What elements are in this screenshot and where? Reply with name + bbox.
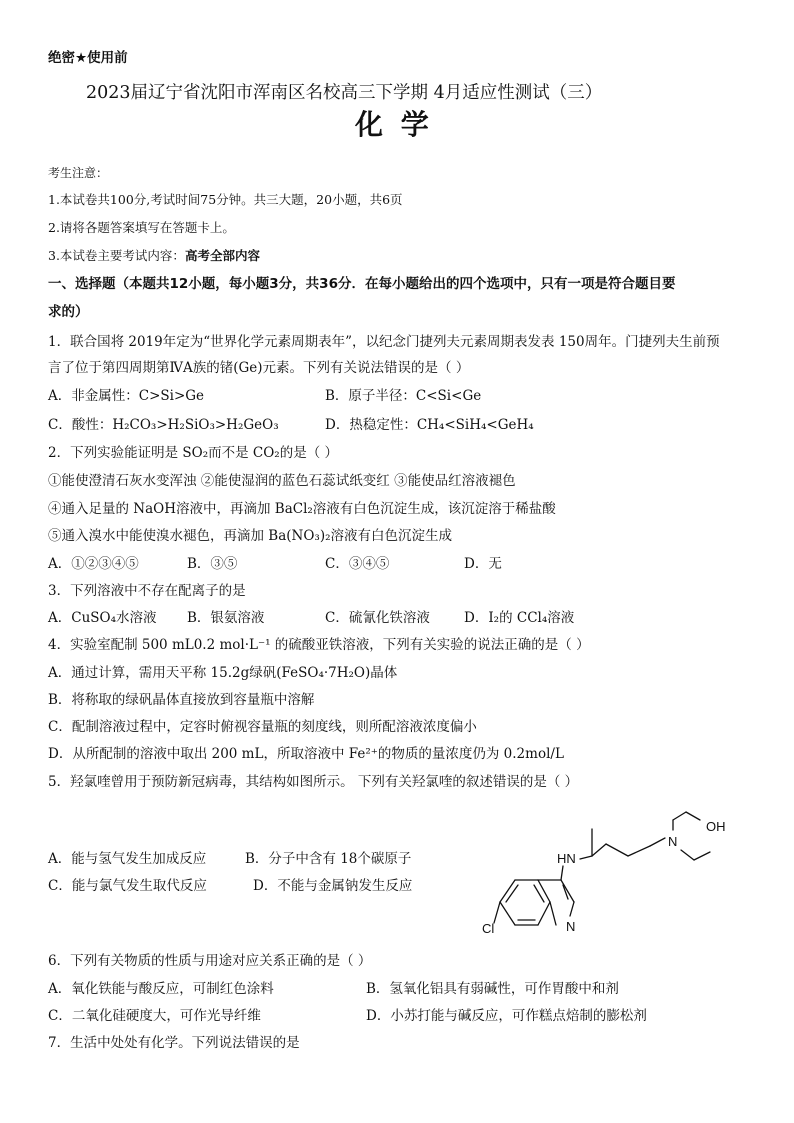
bond	[561, 866, 563, 880]
q5-option-b: B．分子中含有 18个碳原子	[245, 851, 412, 867]
hydroxychloroquine-structure	[470, 800, 760, 950]
bond	[494, 902, 500, 923]
q2-statement-1: ①能使澄清石灰水变浑浊 ②能使湿润的蓝色石蕊试纸变红 ③能使品红溶液褪色	[48, 473, 516, 489]
notice-item-2: 2.请将各题答案填写在答题卡上。	[48, 220, 235, 235]
hydroxyl-label: OH	[706, 819, 726, 834]
bond	[538, 880, 550, 902]
q4-stem: 4．实验室配制 500 mL0.2 mol·L⁻¹ 的硫酸亚铁溶液，下列有关实验的说法正确的是（ ）	[48, 637, 590, 653]
bond	[686, 812, 700, 820]
bond	[673, 812, 686, 820]
q3-option-b: B．银氨溶液	[187, 610, 265, 626]
section-heading-line2: 求的）	[48, 304, 89, 320]
ring-nitrogen-label: N	[566, 919, 576, 934]
notice-item-3	[48, 247, 260, 265]
bond	[628, 846, 650, 856]
exam-title: 2023届辽宁省沈阳市浑南区名校高三下学期 4月适应性测试（三）	[86, 83, 603, 103]
q6-option-a: A．氧化铁能与酸反应，可制红色涂料	[48, 981, 274, 997]
bond	[550, 902, 556, 925]
q4-option-c: C．配制溶液过程中，定容时俯视容量瓶的刻度线，则所配溶液浓度偏小	[48, 719, 477, 735]
q2-option-c: C．③④⑤	[325, 556, 390, 572]
bond	[570, 902, 574, 916]
q1-option-a: A．非金属性：C>Si>Ge	[48, 388, 205, 404]
bond	[650, 838, 665, 846]
q2-option-b: B．③⑤	[187, 556, 238, 572]
bond	[506, 885, 518, 902]
q5-option-d: D．不能与金属钠发生反应	[253, 878, 413, 894]
confidential-mark: 绝密★使用前	[48, 50, 128, 66]
notice-item-3-text: 3.本试卷主要考试内容：	[48, 248, 185, 263]
q4-option-b: B．将称取的绿矾晶体直接放到容量瓶中溶解	[48, 692, 315, 708]
q6-stem: 6．下列有关物质的性质与用途对应关系正确的是（ ）	[48, 953, 372, 969]
bond	[500, 902, 515, 925]
bond	[580, 856, 592, 859]
q1-option-c: C．酸性：H₂CO₃>H₂SiO₃>H₂GeO₃	[48, 417, 279, 433]
q1-stem-line2: 言了位于第四周期第ⅣA族的锗(Ge)元素。下列有关说法错误的是（ ）	[48, 360, 470, 376]
bond	[681, 850, 694, 860]
bond	[500, 880, 515, 902]
q5-option-a: A．能与氢气发生加成反应	[48, 851, 207, 867]
q6-option-c: C．二氧化硅硬度大，可作光导纤维	[48, 1008, 261, 1024]
bond	[592, 844, 606, 856]
q7-stem: 7．生活中处处有化学。下列说法错误的是	[48, 1035, 300, 1051]
q2-option-d: D．无	[464, 556, 502, 572]
tertiary-amine-label: N	[668, 834, 678, 849]
bond	[538, 902, 550, 925]
q2-statement-2: ④通入足量的 NaOH溶液中，再滴加 BaCl₂溶液有白色沉淀生成，该沉淀溶于稀盐酸	[48, 501, 556, 517]
q2-stem: 2．下列实验能证明是 SO₂而不是 CO₂的是（ ）	[48, 445, 338, 461]
q1-stem-line1: 1．联合国将 2019年定为“世界化学元素周期表年”，以纪念门捷列夫元素周期表发表 150周年。门捷列夫生前预	[48, 334, 720, 350]
q2-option-a: A．①②③④⑤	[48, 556, 139, 572]
q2-statement-3: ⑤通入溴水中能使溴水褪色，再滴加 Ba(NO₃)₂溶液有白色沉淀生成	[48, 528, 452, 544]
subject-title: 化 学	[355, 108, 433, 141]
secondary-amine-label: HN	[557, 851, 576, 866]
notice-item-3-bold: 高考全部内容	[184, 248, 260, 263]
bond	[694, 852, 710, 860]
q3-stem: 3．下列溶液中不存在配离子的是	[48, 583, 246, 599]
q5-stem: 5．羟氯喹曾用于预防新冠病毒，其结构如图所示。 下列有关羟氯喹的叙述错误的是（ ）	[48, 774, 579, 790]
q6-option-b: B．氢氧化铝具有弱碱性，可作胃酸中和剂	[366, 981, 619, 997]
section-heading-line1: 一、选择题（本题共12小题，每小题3分，共36分．在每小题给出的四个选项中，只有一项是符合题目要	[48, 276, 676, 292]
chlorine-label: Cl	[482, 921, 495, 936]
q1-option-d: D．热稳定性：CH₄<SiH₄<GeH₄	[325, 417, 534, 433]
q5-option-c: C．能与氯气发生取代反应	[48, 878, 207, 894]
q3-option-c: C．硫氰化铁溶液	[325, 610, 430, 626]
q4-option-d: D．从所配制的溶液中取出 200 mL，所取溶液中 Fe²⁺的物质的量浓度仍为 0.2mol/L	[48, 746, 564, 762]
q6-option-d: D．小苏打能与碱反应，可作糕点焙制的膨松剂	[366, 1008, 647, 1024]
q3-option-d: D．I₂的 CCl₄溶液	[464, 610, 575, 626]
bond	[606, 844, 628, 856]
q3-option-a: A．CuSO₄水溶液	[48, 610, 157, 626]
q1-option-b: B．原子半径：C<Si<Ge	[325, 388, 482, 404]
q4-option-a: A．通过计算，需用天平称 15.2g绿矾(FeSO₄·7H₂O)晶体	[48, 665, 398, 681]
notice-heading: 考生注意：	[48, 166, 109, 180]
notice-item-1: 1.本试卷共100分,考试时间75分钟。共三大题，20小题，共6页	[48, 192, 403, 207]
